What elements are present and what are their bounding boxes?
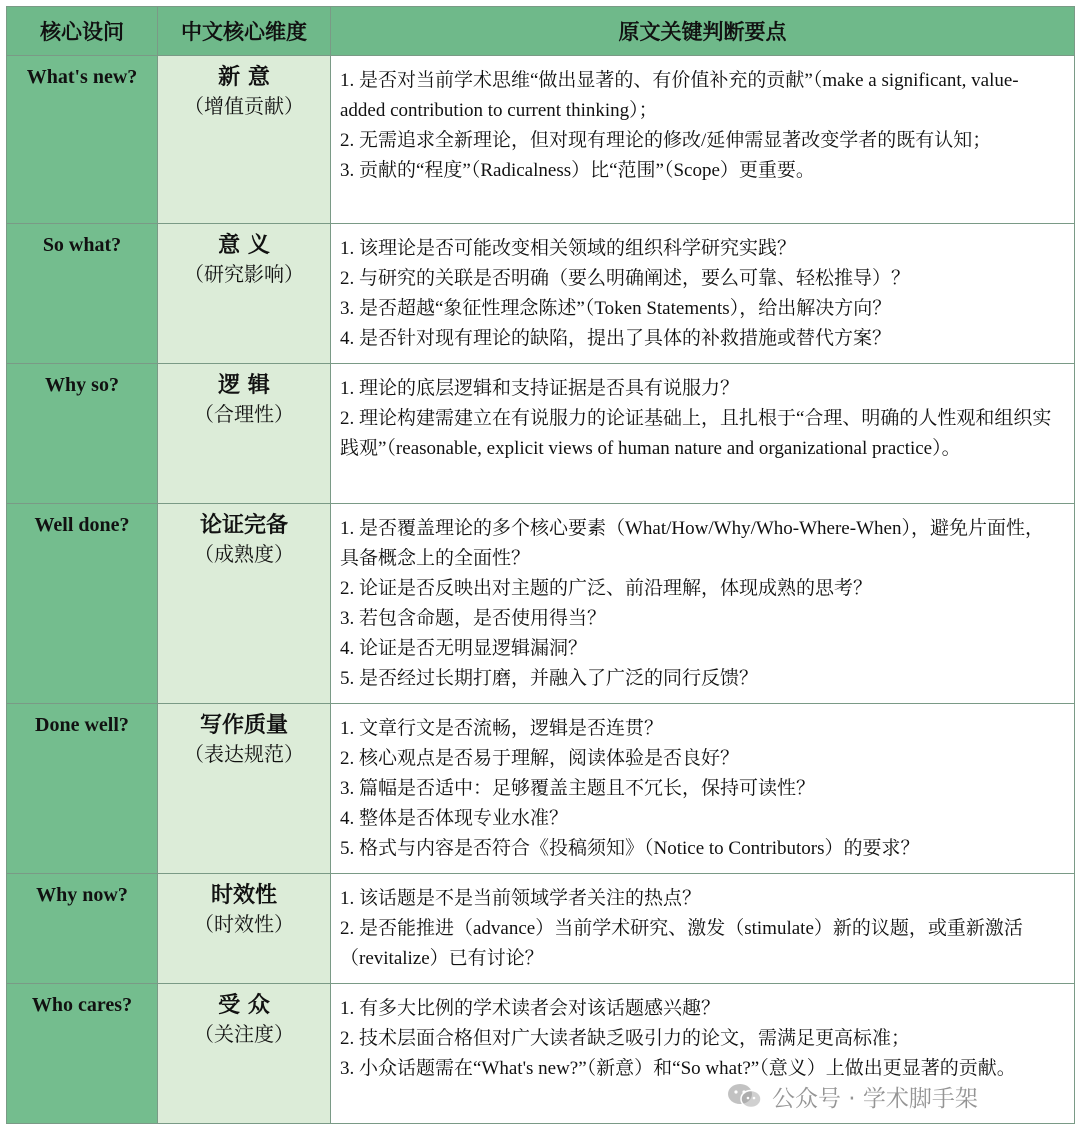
header-row [7,7,1075,56]
table-row [7,984,1075,1124]
key-point: 3. 篇幅是否适中：足够覆盖主题且不冗长，保持可读性？ [340,778,816,799]
dimension-subtitle: （合理性） [194,402,294,426]
dimension-subtitle: （时效性） [194,912,294,936]
key-point: 1. 文章行文是否流畅，逻辑是否连贯？ [340,718,664,739]
table-row [7,224,1075,364]
dimension-title: 逻 辑 [218,373,270,398]
dimension-cell [158,56,331,224]
dimension-title: 论证完备 [199,513,288,538]
key-point: 3. 若包含命题，是否使用得当？ [340,608,607,629]
key-point: 5. 格式与内容是否符合《投稿须知》（Notice to Contributors）的要求？ [340,838,920,859]
table-row [7,504,1075,704]
header-key-points: 原文关键判断要点 [331,7,1075,56]
dimension-title: 时效性 [210,883,277,908]
dimension-title: 新 意 [218,65,270,90]
key-points-cell [331,224,1075,364]
dimension-cell [158,224,331,364]
key-point: 1. 是否对当前学术思维“做出显著的、有价值补充的贡献”（make a significant, value-added contribution to current thinking）； [340,70,1019,121]
header-question: 核心设问 [7,7,158,56]
dimension-cell [158,364,331,504]
key-point: 3. 贡献的“程度”（Radicalness）比“范围”（Scope）更重要。 [340,160,815,181]
table-row [7,704,1075,874]
question-cell: Why so? [7,364,158,504]
evaluation-table [6,6,1075,1124]
key-point: 4. 是否针对现有理论的缺陷，提出了具体的补救措施或替代方案？ [340,328,892,349]
key-points-cell [331,874,1075,984]
dimension-subtitle: （关注度） [194,1022,294,1046]
key-point: 5. 是否经过长期打磨，并融入了广泛的同行反馈？ [340,668,759,689]
key-point: 3. 是否超越“象征性理念陈述”（Token Statements），给出解决方向？ [340,298,892,319]
key-point: 4. 整体是否体现专业水准？ [340,808,569,829]
dimension-subtitle: （研究影响） [184,262,304,286]
dimension-cell [158,874,331,984]
key-points-cell [331,56,1075,224]
dimension-title: 受 众 [218,993,270,1018]
key-point: 2. 技术层面合格但对广大读者缺乏吸引力的论文，需满足更高标准； [340,1028,911,1049]
dimension-subtitle: （表达规范） [184,742,304,766]
key-point: 4. 论证是否无明显逻辑漏洞？ [340,638,588,659]
header-dimension: 中文核心维度 [158,7,331,56]
key-points-cell [331,704,1075,874]
key-point: 2. 理论构建需建立在有说服力的论证基础上，且扎根于“合理、明确的人性观和组织实践观”（reasonable, explicit views of human nature and organizational practice）。 [340,408,1052,459]
key-point: 2. 是否能推进（advance）当前学术研究、激发（stimulate）新的议题，或重新激活（revitalize）已有讨论？ [340,918,1023,969]
key-point: 3. 小众话题需在“What's new?”（新意）和“So what?”（意义）上做出更显著的贡献。 [340,1058,1016,1079]
key-points-cell [331,984,1075,1124]
question-cell: Why now? [7,874,158,984]
key-point: 2. 与研究的关联是否明确（要么明确阐述，要么可靠、轻松推导）？ [340,268,911,289]
key-points-cell [331,504,1075,704]
dimension-cell [158,504,331,704]
table-row [7,56,1075,224]
key-points-cell [331,364,1075,504]
key-point: 1. 该理论是否可能改变相关领域的组织科学研究实践？ [340,238,797,259]
key-point: 2. 无需追求全新理论，但对现有理论的修改/延伸需显著改变学者的既有认知； [340,130,992,151]
key-point: 2. 核心观点是否易于理解，阅读体验是否良好？ [340,748,740,769]
dimension-cell [158,984,331,1124]
key-point: 1. 理论的底层逻辑和支持证据是否具有说服力？ [340,378,740,399]
key-point: 1. 有多大比例的学术读者会对该话题感兴趣？ [340,998,721,1019]
dimension-title: 意 义 [218,233,270,258]
key-point: 1. 是否覆盖理论的多个核心要素（What/How/Why/Who-Where-When），避免片面性，具备概念上的全面性？ [340,518,1044,569]
question-cell: Done well? [7,704,158,874]
key-point: 1. 该话题是不是当前领域学者关注的热点？ [340,888,702,909]
key-point: 2. 论证是否反映出对主题的广泛、前沿理解，体现成熟的思考？ [340,578,873,599]
watermark-text: 公众号 · 学术脚手架 [772,1085,978,1112]
dimension-subtitle: （成熟度） [194,542,294,566]
dimension-subtitle: （增值贡献） [184,94,304,118]
dimension-title: 写作质量 [199,713,288,738]
question-cell: So what? [7,224,158,364]
table-row [7,364,1075,504]
question-cell: What's new? [7,56,158,224]
dimension-cell [158,704,331,874]
question-cell: Well done? [7,504,158,704]
question-cell: Who cares? [7,984,158,1124]
table-row [7,874,1075,984]
